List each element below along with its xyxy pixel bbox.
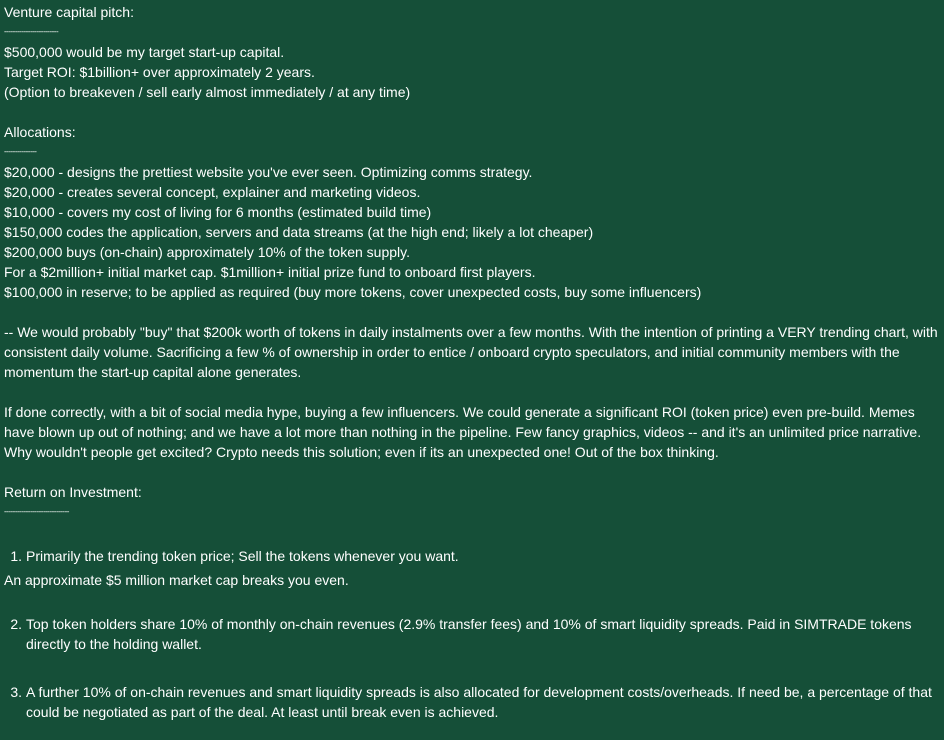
list-number: 1. [10,548,22,564]
buying-strategy-paragraph: -- We would probably "buy" that $200k worth of tokens in daily instalments over a few months. With the intention of printing a VERY trending chart, with consistent daily volume. Sacrificing a few % of ownership in order to entice / onboard crypto speculators, and initial community members with the momentum the start-up capital alone generates. [4,324,938,380]
list-number: 2. [10,616,22,632]
roi-list-item [4,682,940,722]
spacer [4,302,940,322]
allocation-item: For a $2million+ initial market cap. $1million+ initial prize fund to onboard first players. [4,264,536,280]
roi-heading: Return on Investment: [4,484,142,500]
target-capital-line: $500,000 would be my target start-up capital. [4,44,285,60]
document-page [0,2,944,740]
allocation-item: $100,000 in reserve; to be applied as required (buy more tokens, cover unexpected costs, buy some influencers) [4,284,702,300]
allocations-divider: --------------- [4,147,37,156]
hype-paragraph: If done correctly, with a bit of social media hype, buying a few influencers. We could generate a significant ROI (token price) even pre-build. Memes have blown up out of nothing; and we have a lot more than nothing in the pipeline. Few fancy graphics, videos -- and it's an unlimited price narrative. Why wouldn't people get excited? Crypto needs this solution; even if its an unexpected one! Out of the box thinking. [4,404,922,460]
breakeven-note: An approximate $5 million market cap breaks you even. [4,572,349,588]
allocation-item: $10,000 - covers my cost of living for 6 months (estimated build time) [4,204,432,220]
allocation-item: $150,000 codes the application, servers and data streams (at the high end; likely a lot cheaper) [4,224,594,240]
list-text: A further 10% of on-chain revenues and smart liquidity spreads is also allocated for development costs/overheads. If need be, a percentage of that could be negotiated as part of the deal. At least until break even is achieved. [26,684,932,720]
allocation-item: $20,000 - creates several concept, explainer and marketing videos. [4,184,421,200]
spacer [4,102,940,122]
spacer [4,462,940,482]
list-number: 3. [10,684,22,700]
roi-list-item [4,546,940,566]
pitch-divider: ------------------------- [4,27,59,36]
roi-list-item [4,614,940,654]
pitch-heading: Venture capital pitch: [4,4,134,20]
spacer [4,654,940,682]
breakeven-option-line: (Option to breakeven / sell early almost immediately / at any time) [4,84,411,100]
spacer [4,590,940,614]
target-roi-line: Target ROI: $1billion+ over approximately 2 years. [4,64,315,80]
allocation-item: $20,000 - designs the prettiest website you've ever seen. Optimizing comms strategy. [4,164,533,180]
spacer [4,382,940,402]
allocation-item: $200,000 buys (on-chain) approximately 10% of the token supply. [4,244,410,260]
allocations-heading: Allocations: [4,124,76,140]
list-text: Primarily the trending token price; Sell the tokens whenever you want. [26,548,459,564]
spacer [4,522,940,546]
list-text: Top token holders share 10% of monthly on-chain revenues (2.9% transfer fees) and 10% of smart liquidity spreads. Paid in SIMTRADE tokens directly to the holding wallet. [26,616,912,652]
roi-divider: ------------------------------ [4,507,69,516]
